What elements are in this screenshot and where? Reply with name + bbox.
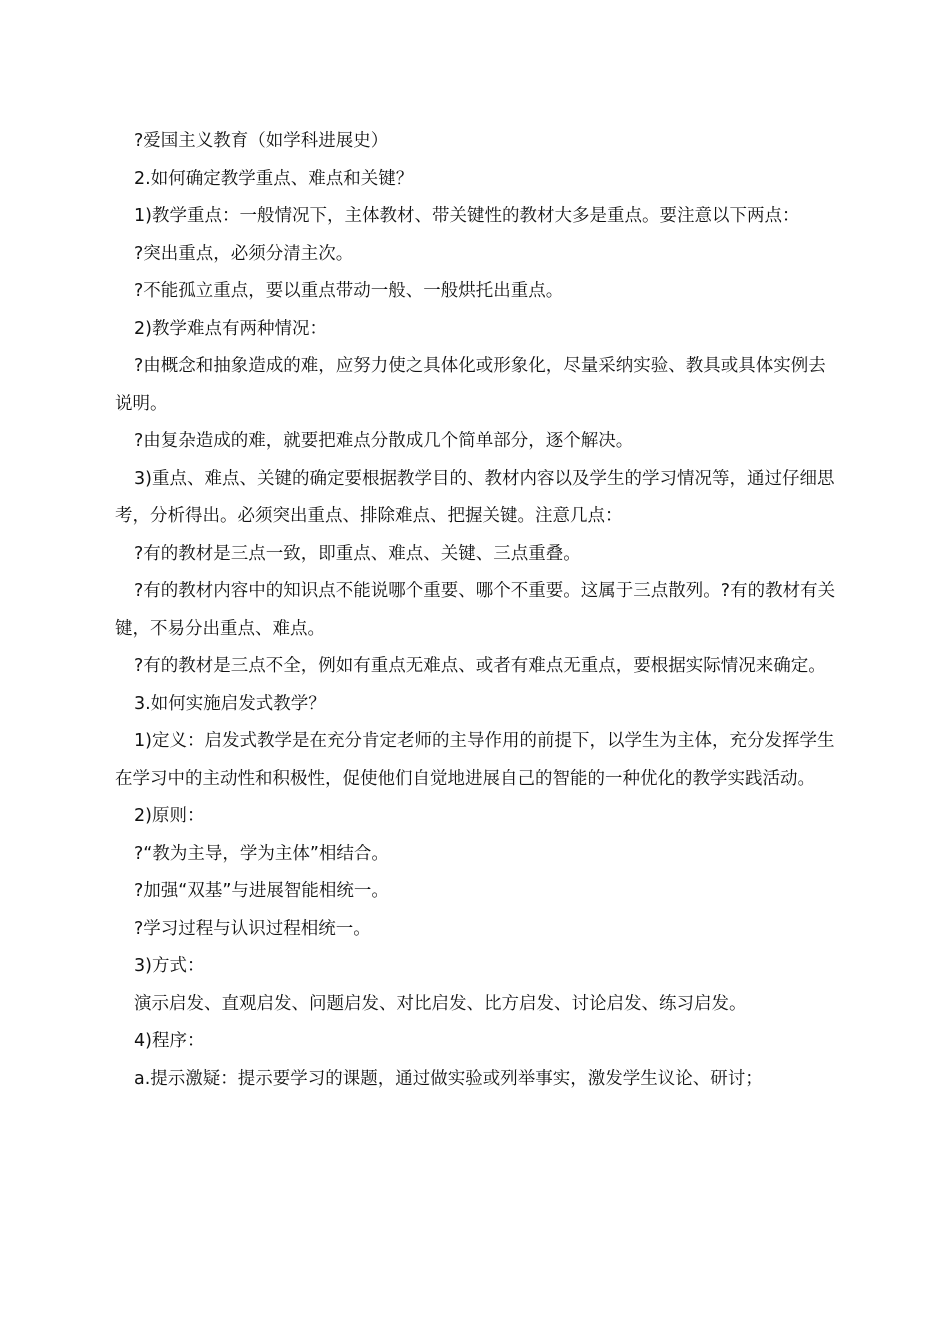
paragraph: 3)方式： — [134, 956, 205, 976]
paragraph: 演示启发、直观启发、问题启发、对比启发、比方启发、讨论启发、练习启发。 — [134, 993, 747, 1014]
paragraph: ?由概念和抽象造成的难，应努力使之具体化或形象化，尽量采纳实验、教具或具体实例去说明。 — [115, 356, 826, 414]
paragraph: ?爱国主义教育（如学科进展史） — [134, 131, 389, 151]
paragraph: ?加强“双基”与进展智能相统一。 — [134, 881, 389, 901]
paragraph: ?由复杂造成的难，就要把难点分散成几个简单部分，逐个解决。 — [134, 431, 634, 451]
paragraph: ?学习过程与认识过程相统一。 — [134, 918, 371, 939]
paragraph: 2)原则： — [134, 806, 205, 826]
paragraph: ?有的教材是三点不全，例如有重点无难点、或者有难点无重点，要根据实际情况来确定。 — [134, 656, 826, 676]
paragraph: ?“教为主导，学为主体”相结合。 — [134, 843, 389, 864]
paragraph: ?不能孤立重点，要以重点带动一般、一般烘托出重点。 — [134, 281, 564, 301]
paragraph: a.提示激疑：提示要学习的课题，通过做实验或列举事实，激发学生议论、研讨； — [134, 1068, 763, 1089]
paragraph: 1)定义：启发式教学是在充分肯定老师的主导作用的前提下，以学生为主体，充分发挥学生在学习中的主动性和积极性，促使他们自觉地进展自己的智能的一种优化的教学实践活动。 — [115, 731, 835, 789]
document-body — [115, 123, 837, 1098]
paragraph: ?有的教材内容中的知识点不能说哪个重要、哪个不重要。这属于三点散列。?有的教材有关键，不易分出重点、难点。 — [115, 581, 836, 639]
section-heading: 3.如何实施启发式教学？ — [134, 693, 326, 714]
section-heading: 2.如何确定教学重点、难点和关键？ — [134, 168, 414, 189]
paragraph: 1)教学重点：一般情况下，主体教材、带关键性的教材大多是重点。要注意以下两点： — [134, 206, 800, 226]
paragraph: 3)重点、难点、关键的确定要根据教学目的、教材内容以及学生的学习情况等，通过仔细思考，分析得出。必须突出重点、排除难点、把握关键。注意几点： — [115, 468, 835, 526]
paragraph: ?突出重点，必须分清主次。 — [134, 243, 354, 264]
paragraph: 2)教学难点有两种情况： — [134, 318, 327, 339]
paragraph: ?有的教材是三点一致，即重点、难点、关键、三点重叠。 — [134, 543, 581, 564]
paragraph: 4)程序： — [134, 1031, 205, 1051]
